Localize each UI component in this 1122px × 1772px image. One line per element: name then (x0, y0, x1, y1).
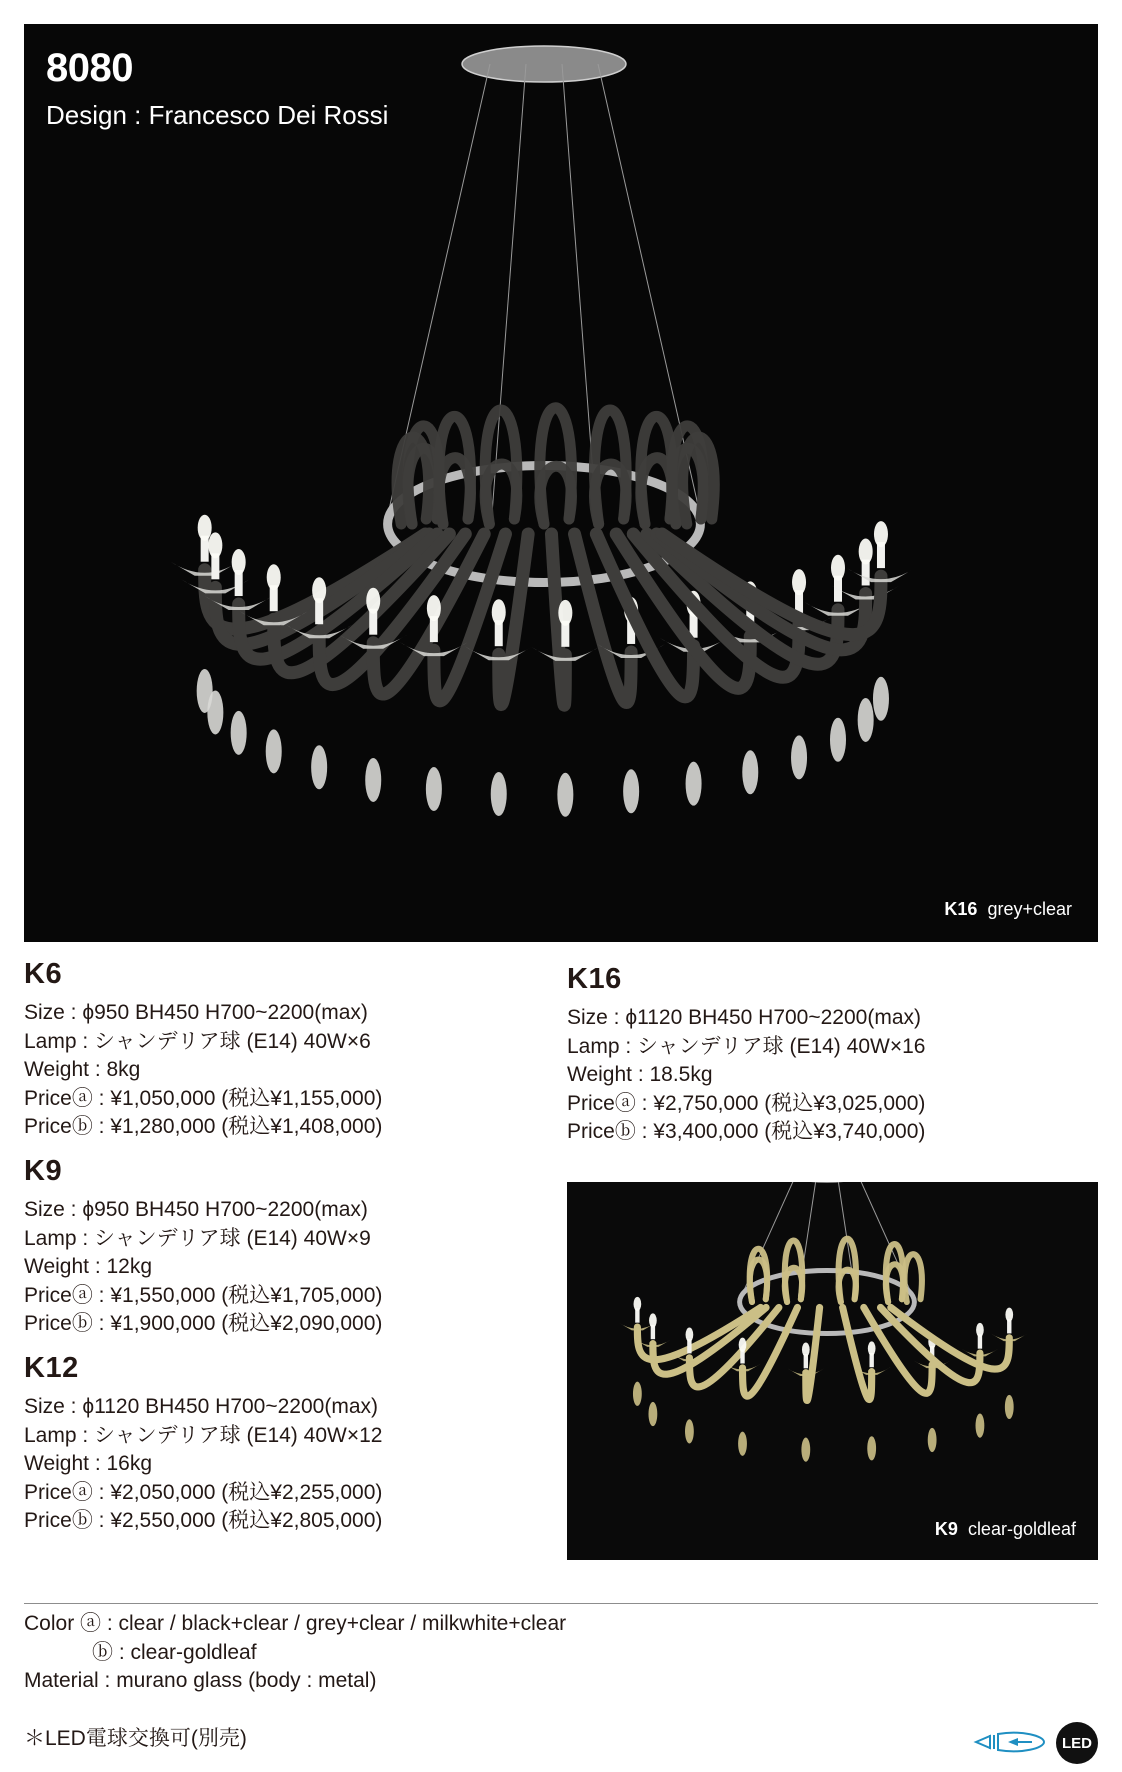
photo-caption-color: grey+clear (987, 899, 1072, 919)
spec-weight: Weight : 12kg (24, 1255, 153, 1278)
crystal-drop (1005, 1395, 1014, 1419)
crystal-drop (207, 690, 223, 734)
spec-price-b: Priceⓑ : ¥1,280,000 (税込¥1,408,000) (24, 1115, 383, 1138)
product-photo-main (24, 24, 1098, 942)
crystal-drop (491, 772, 507, 816)
spec-weight: Weight : 16kg (24, 1452, 153, 1475)
candle-bulb (976, 1323, 984, 1337)
model-code: K16 (567, 963, 622, 995)
spec-lamp: Lamp : シャンデリア球 (E14) 40W×16 (567, 1034, 926, 1058)
scroll-arm (439, 416, 471, 524)
crystal-drop (867, 1436, 876, 1460)
model-code: K12 (24, 1352, 79, 1384)
spec-lamp: Lamp : シャンデリア球 (E14) 40W×12 (24, 1423, 383, 1447)
thumbnail-caption (935, 1519, 1076, 1540)
crystal-drop (365, 758, 381, 802)
candle-bulb (366, 588, 380, 614)
model-block-k12 (24, 1352, 382, 1536)
crystal-drop (801, 1438, 810, 1462)
crystal-drop (686, 762, 702, 806)
crystal-drop (873, 677, 889, 721)
photo-caption (944, 899, 1072, 920)
crystal-drop (685, 1419, 694, 1443)
candle-bulb (739, 1338, 747, 1352)
led-replacement-note: ＊LED電球交換可(別売) (24, 1727, 247, 1750)
spec-size: Size : ϕ950 BH450 H700~2200(max) (24, 1001, 368, 1024)
spec-lamp: Lamp : シャンデリア球 (E14) 40W×9 (24, 1226, 371, 1250)
led-bulb-icon (972, 1728, 1048, 1756)
candle-bulb (208, 532, 222, 558)
candle-bulb (232, 549, 246, 575)
candle-bulb (312, 577, 326, 603)
crystal-drop (266, 729, 282, 773)
product-photo-thumbnail (567, 1182, 1098, 1560)
candle-bulb (492, 599, 506, 625)
spec-weight: Weight : 18.5kg (567, 1063, 713, 1086)
spec-price-a: Priceⓐ : ¥1,050,000 (税込¥1,155,000) (24, 1086, 383, 1110)
candle-bulb (1005, 1308, 1013, 1322)
color-options-b: ⓑ : clear-goldleaf (92, 1640, 257, 1664)
photo-caption-code: K16 (944, 899, 978, 919)
chandelier-k16-illustration (24, 24, 1098, 942)
candle-bulb (686, 1328, 694, 1342)
candle-bulb (198, 515, 212, 541)
crystal-drop (791, 735, 807, 779)
model-block-k6 (24, 958, 382, 1142)
crystal-drop (648, 1402, 657, 1426)
spec-lamp: Lamp : シャンデリア球 (E14) 40W×6 (24, 1029, 371, 1053)
color-options-a: Color ⓐ : clear / black+clear / grey+clear / milkwhite+clear (24, 1612, 567, 1635)
spec-price-b: Priceⓑ : ¥3,400,000 (税込¥3,740,000) (567, 1120, 926, 1143)
crystal-drop (623, 769, 639, 813)
crystal-drop (858, 698, 874, 742)
crystal-drop (231, 711, 247, 755)
model-code: K6 (24, 958, 63, 990)
spec-size: Size : ϕ1120 BH450 H700~2200(max) (567, 1006, 921, 1029)
candle-bulb (874, 521, 888, 547)
crystal-drop (742, 750, 758, 794)
ceiling-canopy (462, 46, 626, 82)
designer-credit: Design : Francesco Dei Rossi (46, 100, 389, 130)
chandelier-k9-illustration (567, 1182, 1098, 1560)
spec-price-a: Priceⓐ : ¥2,750,000 (税込¥3,025,000) (567, 1091, 926, 1115)
model-block-k16 (567, 963, 925, 1147)
spec-price-b: Priceⓑ : ¥1,900,000 (税込¥2,090,000) (24, 1312, 383, 1335)
candle-bulb (831, 555, 845, 581)
model-number-title: 8080 (46, 46, 133, 90)
spec-size: Size : ϕ1120 BH450 H700~2200(max) (24, 1395, 378, 1418)
candle-bulb (634, 1297, 642, 1311)
crystal-drop (426, 767, 442, 811)
candle-bulb (792, 569, 806, 595)
spec-size: Size : ϕ950 BH450 H700~2200(max) (24, 1198, 368, 1221)
candle-bulb (802, 1342, 810, 1356)
thumbnail-caption-color: clear-goldleaf (967, 1519, 1076, 1539)
crystal-drop (928, 1428, 937, 1452)
thumbnail-caption-code: K9 (934, 1519, 958, 1539)
glass-arm (843, 1308, 872, 1400)
candle-bulb (267, 564, 281, 590)
crystal-drop (976, 1414, 985, 1438)
section-divider (24, 1603, 1098, 1604)
crystal-drop (633, 1382, 642, 1406)
candle-bulb (427, 595, 441, 621)
candle-bulb (859, 538, 873, 564)
crystal-drop (311, 745, 327, 789)
crystal-drop (830, 718, 846, 762)
led-badge-icon: LED (1056, 1722, 1098, 1764)
material-info: Material : murano glass (body : metal) (24, 1669, 377, 1692)
scroll-arm (886, 1244, 903, 1302)
spec-price-a: Priceⓐ : ¥1,550,000 (税込¥1,705,000) (24, 1283, 383, 1307)
candle-bulb (558, 600, 572, 626)
crystal-drop (557, 773, 573, 817)
spec-price-b: Priceⓑ : ¥2,550,000 (税込¥2,805,000) (24, 1509, 383, 1532)
candle-bulb (649, 1313, 657, 1327)
spec-price-a: Priceⓐ : ¥2,050,000 (税込¥2,255,000) (24, 1480, 383, 1504)
model-block-k9 (24, 1155, 382, 1339)
spec-weight: Weight : 8kg (24, 1058, 141, 1081)
crystal-drop (738, 1432, 747, 1456)
candle-bulb (868, 1341, 876, 1355)
model-code: K9 (24, 1155, 63, 1187)
color-material-info (24, 1610, 566, 1696)
